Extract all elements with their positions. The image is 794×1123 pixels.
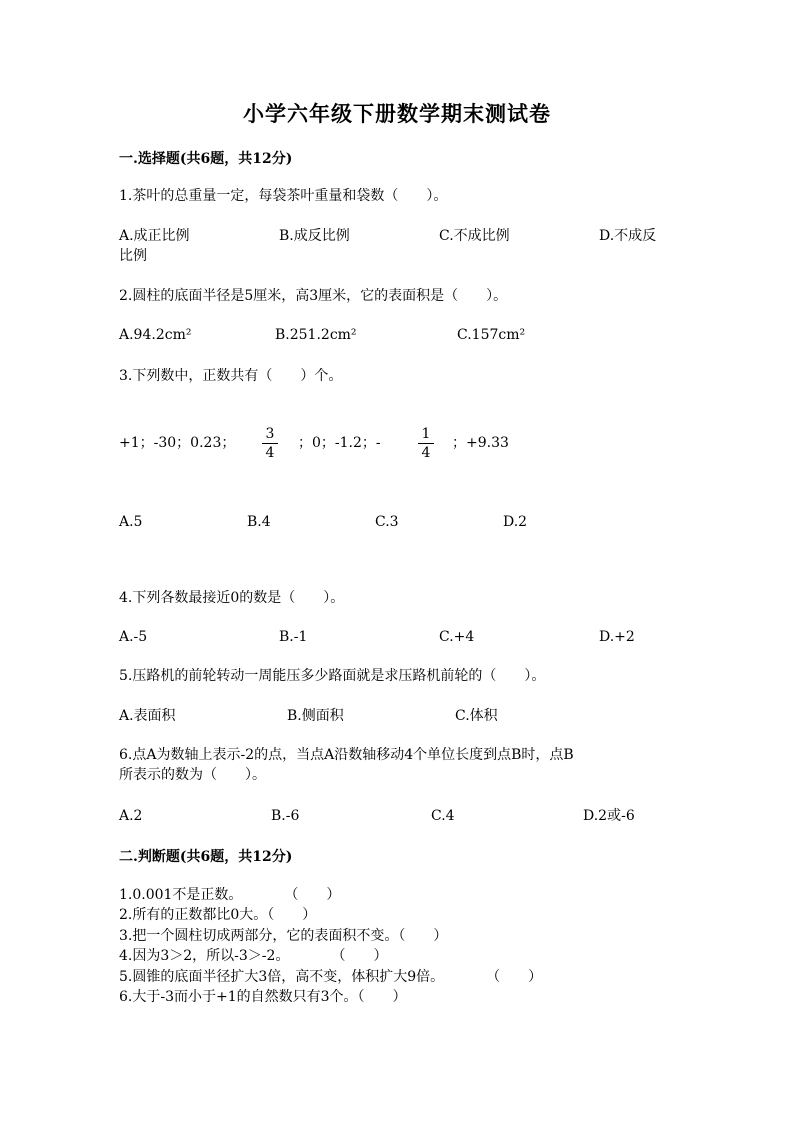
question-3-option-a: A.5 xyxy=(119,514,143,530)
judgement-item-6: 6.大于-3而小于+1的自然数只有3个。（ ） xyxy=(119,989,407,1005)
question-2-option-a: A.94.2cm² xyxy=(119,327,192,343)
judgement-item-2: 2.所有的正数都比0大。（ ） xyxy=(119,907,317,923)
question-6-stem-line1: 6.点A为数轴上表示-2的点，当点A沿数轴移动4个单位长度到点B时，点B xyxy=(119,747,574,763)
question-6-stem-line2: 所表示的数为（ ）。 xyxy=(119,767,266,783)
question-4-option-b: B.-1 xyxy=(279,629,308,645)
question-3-expr-part3: ；+9.33 xyxy=(452,435,509,451)
section-heading-choice: 一.选择题(共6题，共12分) xyxy=(119,151,293,167)
fraction-bar xyxy=(262,443,278,444)
question-1-option-d-wrap: 比例 xyxy=(119,248,147,264)
fraction-numerator: 3 xyxy=(265,426,275,442)
fraction-denominator: 4 xyxy=(265,445,275,461)
fraction-bar xyxy=(418,443,434,444)
question-4-option-c: C.+4 xyxy=(439,629,475,645)
question-2-option-b: B.251.2cm² xyxy=(275,327,357,343)
question-4-option-d: D.+2 xyxy=(599,629,635,645)
question-1-option-d: D.不成反 xyxy=(599,228,657,244)
question-6-option-a: A.2 xyxy=(119,808,143,824)
question-5-option-c: C.体积 xyxy=(455,708,498,724)
question-3-option-d: D.2 xyxy=(503,514,528,530)
question-1-option-c: C.不成比例 xyxy=(439,228,510,244)
question-3-stem: 3.下列数中，正数共有（ ）个。 xyxy=(119,368,343,384)
page-title: 小学六年级下册数学期末测试卷 xyxy=(243,101,551,126)
question-6-option-b: B.-6 xyxy=(271,808,300,824)
question-3-fraction-1-4 xyxy=(418,426,434,461)
question-5-option-a: A.表面积 xyxy=(119,708,176,724)
question-3-option-b: B.4 xyxy=(247,514,271,530)
question-5-stem: 5.压路机的前轮转动一周能压多少路面就是求压路机前轮的（ ）。 xyxy=(119,668,546,684)
question-1-option-b: B.成反比例 xyxy=(279,228,350,244)
judgement-item-3: 3.把一个圆柱切成两部分，它的表面积不变。（ ） xyxy=(119,928,448,944)
question-2-option-c: C.157cm² xyxy=(457,327,526,343)
judgement-item-4: 4.因为3＞2，所以-3＞-2。 （ ） xyxy=(119,948,388,964)
section-heading-judgement: 二.判断题(共6题，共12分) xyxy=(119,849,293,865)
question-3-option-c: C.3 xyxy=(375,514,399,530)
fraction-numerator: 1 xyxy=(421,426,431,442)
question-3-expr-part1: +1；-30；0.23； xyxy=(119,435,236,451)
judgement-item-5: 5.圆锥的底面半径扩大3倍，高不变，体积扩大9倍。 （ ） xyxy=(119,969,543,985)
question-2-stem: 2.圆柱的底面半径是5厘米，高3厘米，它的表面积是（ ）。 xyxy=(119,288,508,304)
question-3-fraction-3-4 xyxy=(262,426,278,461)
judgement-item-1: 1.0.001不是正数。 （ ） xyxy=(119,887,341,903)
fraction-denominator: 4 xyxy=(421,445,431,461)
question-4-stem: 4.下列各数最接近0的数是（ ）。 xyxy=(119,590,345,606)
question-1-stem: 1.茶叶的总重量一定，每袋茶叶重量和袋数（ ）。 xyxy=(119,188,448,204)
question-5-option-b: B.侧面积 xyxy=(287,708,344,724)
question-6-option-d: D.2或-6 xyxy=(583,808,635,824)
question-3-expr-part2: ；0；-1.2；- xyxy=(298,435,381,451)
question-4-option-a: A.-5 xyxy=(119,629,148,645)
question-1-option-a: A.成正比例 xyxy=(119,228,190,244)
question-6-option-c: C.4 xyxy=(431,808,455,824)
